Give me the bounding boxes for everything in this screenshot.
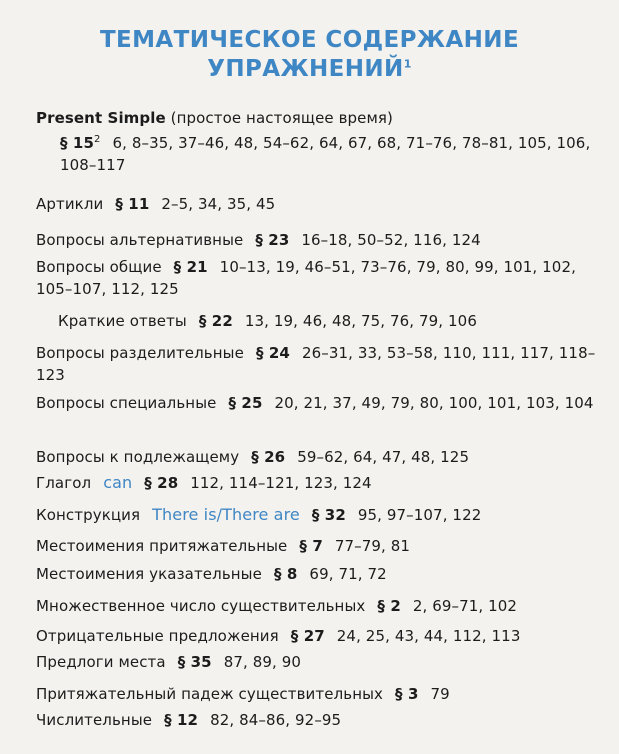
pages-block	[36, 129, 596, 176]
topic: Конструкция	[36, 506, 141, 524]
page-numbers: 2–5, 34, 35, 45	[161, 195, 276, 213]
section-ref: § 12	[164, 711, 199, 729]
entry-articles	[36, 193, 596, 215]
footnote-mark: 1	[403, 57, 412, 71]
entry-possessive-case	[36, 683, 596, 705]
topic: Артикли	[36, 195, 104, 213]
topic: Притяжательный падеж существительных	[36, 685, 384, 703]
entry-subject-questions	[36, 446, 596, 468]
entry-present-simple	[36, 107, 596, 176]
topic: Местоимения указательные	[36, 565, 262, 583]
topic: Предлоги места	[36, 653, 166, 671]
section-ref	[60, 134, 100, 152]
keyword: There is/There are	[152, 505, 300, 524]
topic: Множественное число существительных	[36, 597, 366, 615]
page-numbers: 6, 8–35, 37–46, 48, 54–62, 64, 67, 68, 71–76, 78–81, 105, 106, 108–117	[60, 134, 591, 174]
page-numbers: 82, 84–86, 92–95	[210, 711, 342, 729]
page-title-line-2	[0, 56, 619, 82]
section-ref: § 7	[299, 537, 323, 555]
section-ref: § 24	[255, 344, 290, 362]
page-numbers: 59–62, 64, 47, 48, 125	[297, 448, 470, 466]
section-ref: § 27	[290, 627, 325, 645]
section-ref: § 25	[228, 394, 263, 412]
page-numbers: 79	[430, 685, 450, 703]
title-line-1: ТЕМАТИЧЕСКОЕ СОДЕРЖАНИЕ	[99, 27, 520, 53]
section-ref: § 3	[395, 685, 419, 703]
section-ref: § 11	[115, 195, 150, 213]
section-ref: § 32	[311, 506, 346, 524]
page-numbers: 13, 19, 46, 48, 75, 76, 79, 106	[244, 312, 477, 330]
keyword: can	[103, 473, 133, 492]
section-ref: § 22	[198, 312, 233, 330]
entry-there-is-construction	[36, 504, 596, 526]
section-ref: § 26	[251, 448, 286, 466]
entry-general-questions	[36, 256, 596, 300]
entry-short-answers	[36, 310, 596, 332]
entry-tag-questions	[36, 342, 596, 386]
page-numbers: 24, 25, 43, 44, 112, 113	[336, 627, 521, 645]
section-ref: § 21	[173, 258, 208, 276]
title-line-2: УПРАЖНЕНИЙ	[207, 56, 404, 82]
entry-prepositions-of-place	[36, 651, 596, 673]
topic: Краткие ответы	[58, 312, 187, 330]
page-numbers: 95, 97–107, 122	[357, 506, 482, 524]
section-ref: § 28	[144, 474, 179, 492]
section-number: § 15	[60, 134, 94, 152]
topic: Числительные	[36, 711, 153, 729]
topic: Глагол	[36, 474, 92, 492]
entry-demonstrative-pronouns	[36, 563, 596, 585]
topic: Местоимения притяжательные	[36, 537, 288, 555]
page-numbers: 16–18, 50–52, 116, 124	[301, 231, 481, 249]
entry-alternative-questions	[36, 229, 596, 251]
topic: Вопросы разделительные	[36, 344, 244, 362]
section-sup: 2	[94, 134, 101, 145]
entry-numerals	[36, 709, 596, 731]
page-numbers: 77–79, 81	[334, 537, 411, 555]
section-ref: § 35	[177, 653, 212, 671]
topic: Present Simple	[36, 109, 166, 127]
entry-negative-sentences	[36, 625, 596, 647]
section-ref: § 8	[273, 565, 298, 583]
entry-possessive-pronouns	[36, 535, 596, 557]
section-ref: § 23	[255, 231, 290, 249]
topic: Вопросы альтернативные	[36, 231, 244, 249]
page-numbers: 20, 21, 37, 49, 79, 80, 100, 101, 103, 104	[274, 394, 594, 412]
section-ref: § 2	[377, 597, 401, 615]
entry-special-questions	[36, 392, 596, 414]
page-numbers: 26–31, 33, 53–58, 110, 111, 117, 118–123	[36, 344, 596, 384]
topic: Вопросы к подлежащему	[36, 448, 240, 466]
page-title	[0, 27, 619, 53]
page-numbers: 2, 69–71, 102	[412, 597, 518, 615]
entry-verb-can	[36, 472, 596, 494]
page-numbers: 10–13, 19, 46–51, 73–76, 79, 80, 99, 101, 102, 105–107, 112, 125	[36, 258, 576, 298]
topic: Вопросы общие	[36, 258, 162, 276]
topic: Отрицательные предложения	[36, 627, 279, 645]
topic-note: (простое настоящее время)	[170, 109, 393, 127]
topic: Вопросы специальные	[36, 394, 217, 412]
entry-plural-nouns	[36, 595, 596, 617]
page-numbers: 69, 71, 72	[309, 565, 387, 583]
page-numbers: 87, 89, 90	[223, 653, 302, 671]
page-numbers: 112, 114–121, 123, 124	[190, 474, 372, 492]
